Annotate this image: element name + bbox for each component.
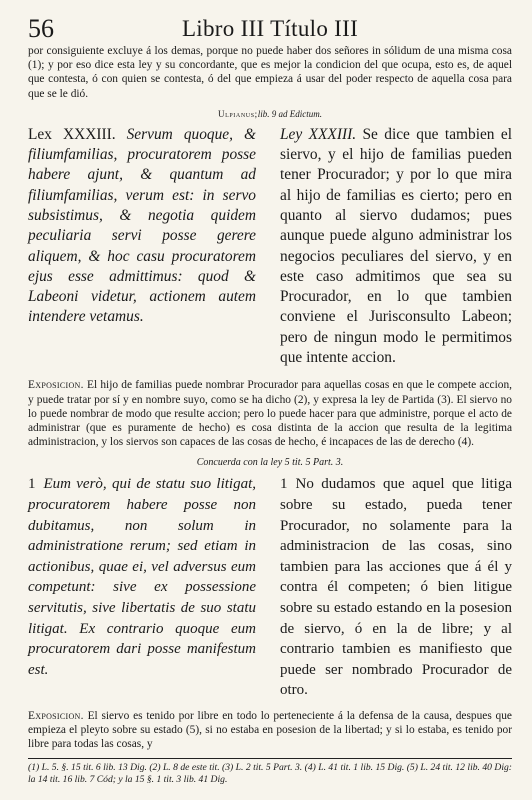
exposicion-1 [28,378,512,449]
section-1-latin-number: 1 [28,476,36,493]
law-latin-column [28,125,256,369]
section-1-spanish-column [280,474,512,701]
page-header [28,14,512,44]
attribution-author: Ulpianus [218,108,255,119]
section-1-latin-column [28,474,256,701]
exposicion-2-text: El siervo es tenido por libre en todo lo perteneciente á la defensa de la causa, despues que empieza el pleyto sobre su estado (5), si no estaba en posesion de la libertad; y si lo estaba, es tenido por libre para todas las cosas, y [28,709,512,751]
section-1-columns [28,474,512,701]
law-spanish-column [280,125,512,369]
law-latin-text: Servum quoque, & filiumfamilias, procuratorem posse habere ajunt, & quantum ad filiumfamilias, verum est: in servo subsistimus, & negotia quidem peculiaria servi posse gerere aliquem, & hoc casu procuratorem ejus esse admittimus: quod & Labeoni videtur, actionem autem intendere vetamus. [28,125,256,326]
law-columns [28,125,512,369]
footnotes: (1) L. 5. §. 15 tit. 6 lib. 13 Dig. (2) L. 8 de este tit. (3) L. 2 tit. 5 Part. 3. (4) L. 41 tit. 1 lib. 15 Dig. (5) L. 24 tit. 12 lib. 40 Dig: la 14 tit. 16 lib. 7 Cód; y la 15 §. 1 tit. 3 lib. 41 Dig. [28,761,512,786]
intro-paragraph: por consiguiente excluye á los demas, porque no puede haber dos señores in sólidum de una misma cosa (1); y por eso dice esta ley y su concordante, que es mejor la condicion del que ocupa, esto es, de aquel que contesta, ó con quien se contesta, ó del que empieza á usar del poder respecto de aquella cosa para que se le dió. [28,45,512,100]
law-latin-heading: Lex XXXIII. [28,125,116,143]
law-spanish-heading: Ley XXXIII. [280,125,357,143]
attribution: Ulpianus;lib. 9 ad Edictum. [218,108,322,119]
running-title: Libro III Título III [181,16,359,41]
page-number: 56 [28,14,54,43]
exposicion-1-text: El hijo de familias puede nombrar Procurador para aquellas cosas en que le compete accion, y puede tratar por sí y en nombre suyo, como se ha dicho (2), y expresa la ley de Partida (3). El siervo no lo puede nombrar de modo que resulte accion; pero lo puede hacer para que administre, porque el acto de administrar (que es puramente de hecho) es cosa distinta de la accion que resulta de la legitima administracion, y los siervos son capaces de las cosas de hecho, é incapaces de las de derecho (4). [28,379,512,449]
footnote-divider [28,758,512,759]
page [28,14,512,787]
section-1-spanish-text: No dudamos que aquel que litiga sobre su estado, pueda tener Procurador, no solamente para la administracion de las cosas, sino tambien para las acciones que á él y contra él competen; ó bien litigue sobre su estado estando en la posesion de siervo, ó en la de libre; y al contrario tambien es manifiesto que puede ser nombrado Procurador de otro. [280,476,512,699]
section-1-latin-text: Eum verò, qui de statu suo litigat, procuratorem habere posse non dubitamus, non solum in administratione rerum; sed etiam in actionibus, quae ei, vel adversus eum competunt: sive ex possessione servitutis, sive libertatis de suo statu litigat. Ex contrario quoque eum procuratorem dari posse manifestum est. [28,476,256,678]
exposicion-2 [28,709,512,752]
exposicion-2-label: Exposicion. [28,709,84,722]
section-1-spanish-number: 1 [280,476,288,493]
exposicion-1-label: Exposicion. [28,379,84,392]
concordance-note: Concuerda con la ley 5 tit. 5 Part. 3. [196,457,344,469]
law-spanish-text: Se dice que tambien el siervo, y el hijo de familias pueden tener Procurador; y por lo que mira al hijo de familias es cierto; pero en quanto al siervo dudamos; pues aunque puede alguno administrar los negocios peculiares del siervo, y en este caso admitimos que sea su Procurador, en lo que tambien conviene el Jurisconsulto Labeon; pero de ningun modo le permitimos que intente accion. [280,125,512,367]
attribution-work: lib. 9 ad Edictum. [257,108,322,119]
